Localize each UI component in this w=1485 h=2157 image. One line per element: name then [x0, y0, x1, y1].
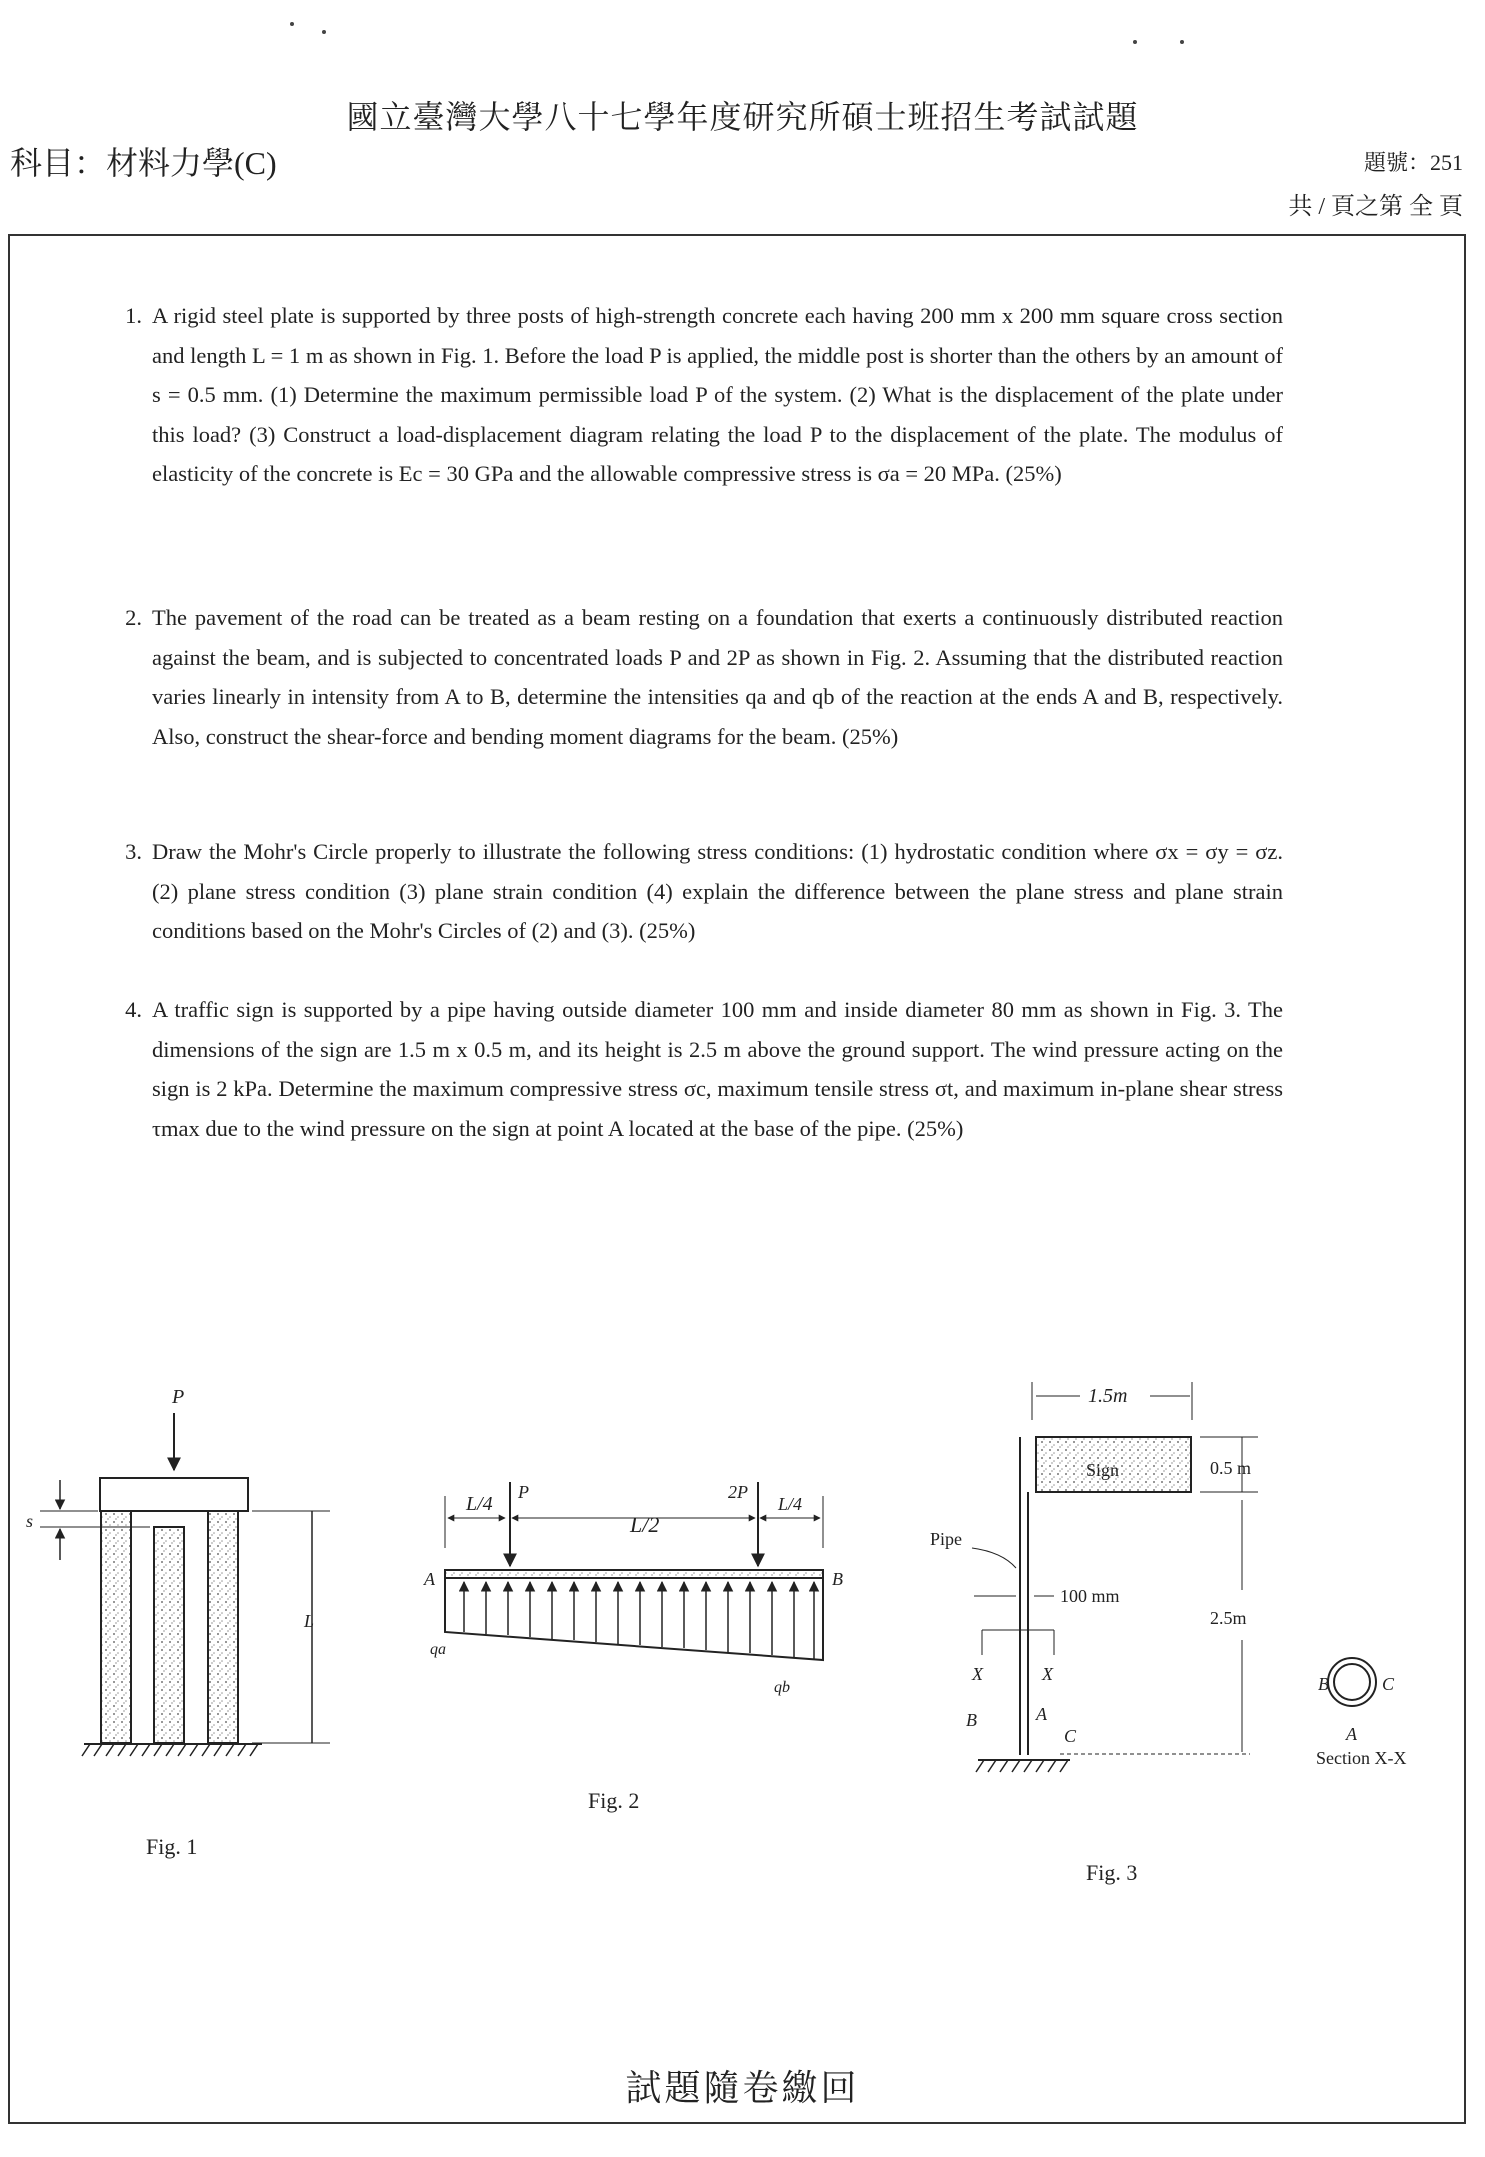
question-text: The pavement of the road can be treated as a beam resting on a foundation that exerts a continuously distributed reaction against the beam, and is subjected to concentrated loads P and 2P as shown in Fig. 2. Assuming that the distributed reaction varies linearly in intensity from A to B, determine the intensities qa and qb of the reaction at the ends A and B, respectively. Also, construct the shear-force and bending moment diagrams for the beam. (25%): [152, 605, 1283, 749]
fig3-a-label: A: [1036, 1704, 1047, 1724]
fig3-x-right-label: X: [1042, 1664, 1053, 1684]
question-number-label: 3.: [125, 839, 142, 864]
question-number-label: 1.: [125, 303, 142, 328]
fig3-caption: Fig. 3: [1086, 1860, 1138, 1885]
question-number-label: 4.: [125, 997, 142, 1022]
question-text: A traffic sign is supported by a pipe having outside diameter 100 mm and inside diameter 80 mm as shown in Fig. 3. The dimensions of the sign are 1.5 m x 0.5 m, and its height is 2.5 m above the ground support. The wind pressure acting on the sign is 2 kPa. Determine the maximum compressive stress σc, maximum tensile stress σt, and maximum in-plane shear stress τmax due to the wind pressure on the sign at point A located at the base of the pipe. (25%): [152, 997, 1283, 1141]
page-info: 共 / 頁之第 全 頁: [1288, 194, 1463, 220]
fig2-caption: Fig. 2: [588, 1788, 640, 1813]
fig1-drawing: [26, 1386, 330, 1756]
scan-speck: [1133, 40, 1137, 44]
fig3-pipe-label: Pipe: [930, 1529, 963, 1549]
fig3-section-c-label: C: [1382, 1674, 1395, 1694]
exam-title: 國立臺灣大學八十七學年度研究所碩士班招生考試試題: [346, 99, 1139, 135]
fig2-qa-label: qa: [430, 1641, 446, 1658]
fig3-sign-height-label: 0.5 m: [1210, 1458, 1252, 1478]
footer-note: 試題隨卷繳回: [625, 2068, 860, 2108]
fig2-drawing: [423, 1482, 843, 1696]
fig2-load-2p-label: 2P: [728, 1482, 748, 1502]
question-4: [108, 990, 1283, 1148]
scan-speck: [1180, 40, 1184, 44]
subject-label: 科目：材料力學(C): [10, 145, 277, 181]
fig2-quarter-left-label: L/4: [466, 1493, 493, 1515]
fig3-b-label: B: [966, 1710, 977, 1730]
fig2-quarter-right-label: L/4: [778, 1494, 803, 1514]
fig1-caption: Fig. 1: [146, 1834, 198, 1859]
fig1-gap-label: s: [26, 1511, 34, 1531]
fig3-drawing: [930, 1382, 1406, 1772]
fig2-load-p-label: P: [518, 1482, 529, 1502]
question-number-label: 2.: [125, 605, 142, 630]
fig3-section-a-label: A: [1346, 1724, 1357, 1744]
question-3: [108, 832, 1283, 951]
fig3-height-label: 2.5m: [1210, 1608, 1247, 1628]
fig3-diameter-label: 100 mm: [1060, 1586, 1120, 1606]
fig3-section-b-label: B: [1318, 1674, 1329, 1694]
fig1-length-label: L: [304, 1611, 315, 1631]
fig2-qb-label: qb: [774, 1679, 790, 1696]
scan-speck: [290, 22, 294, 26]
fig3-c-label: C: [1064, 1726, 1077, 1746]
fig2-end-b-label: B: [832, 1569, 843, 1589]
fig1-load-label: P: [172, 1386, 185, 1408]
fig3-section-label: Section X-X: [1316, 1748, 1407, 1768]
fig3-sign-label: Sign: [1086, 1460, 1120, 1480]
fig3-width-label: 1.5m: [1088, 1385, 1128, 1407]
question-text: Draw the Mohr's Circle properly to illustrate the following stress conditions: (1) hydrostatic condition where σx = σy = σz. (2) plane stress condition (3) plane strain condition (4) explain the difference between the plane stress and plane strain conditions based on the Mohr's Circles of (2) and (3). (25%): [152, 839, 1283, 943]
fig2-end-a-label: A: [424, 1569, 435, 1589]
question-text: A rigid steel plate is supported by three posts of high-strength concrete each having 200 mm x 200 mm square cross section and length L = 1 m as shown in Fig. 1. Before the load P is applied, the middle post is shorter than the others by an amount of s = 0.5 mm. (1) Determine the maximum permissible load P of the system. (2) What is the displacement of the plate under this load? (3) Construct a load-displacement diagram relating the load P to the displacement of the plate. The modulus of elasticity of the concrete is Ec = 30 GPa and the allowable compressive stress is σa = 20 MPa. (25%): [152, 303, 1283, 486]
fig2-half-label: L/2: [630, 1512, 660, 1537]
question-1: [108, 296, 1283, 494]
question-2: [108, 598, 1283, 756]
question-number: 題號：251: [1363, 150, 1463, 175]
scan-speck: [322, 30, 326, 34]
fig3-x-left-label: X: [972, 1664, 983, 1684]
figures: [0, 1370, 1485, 1910]
